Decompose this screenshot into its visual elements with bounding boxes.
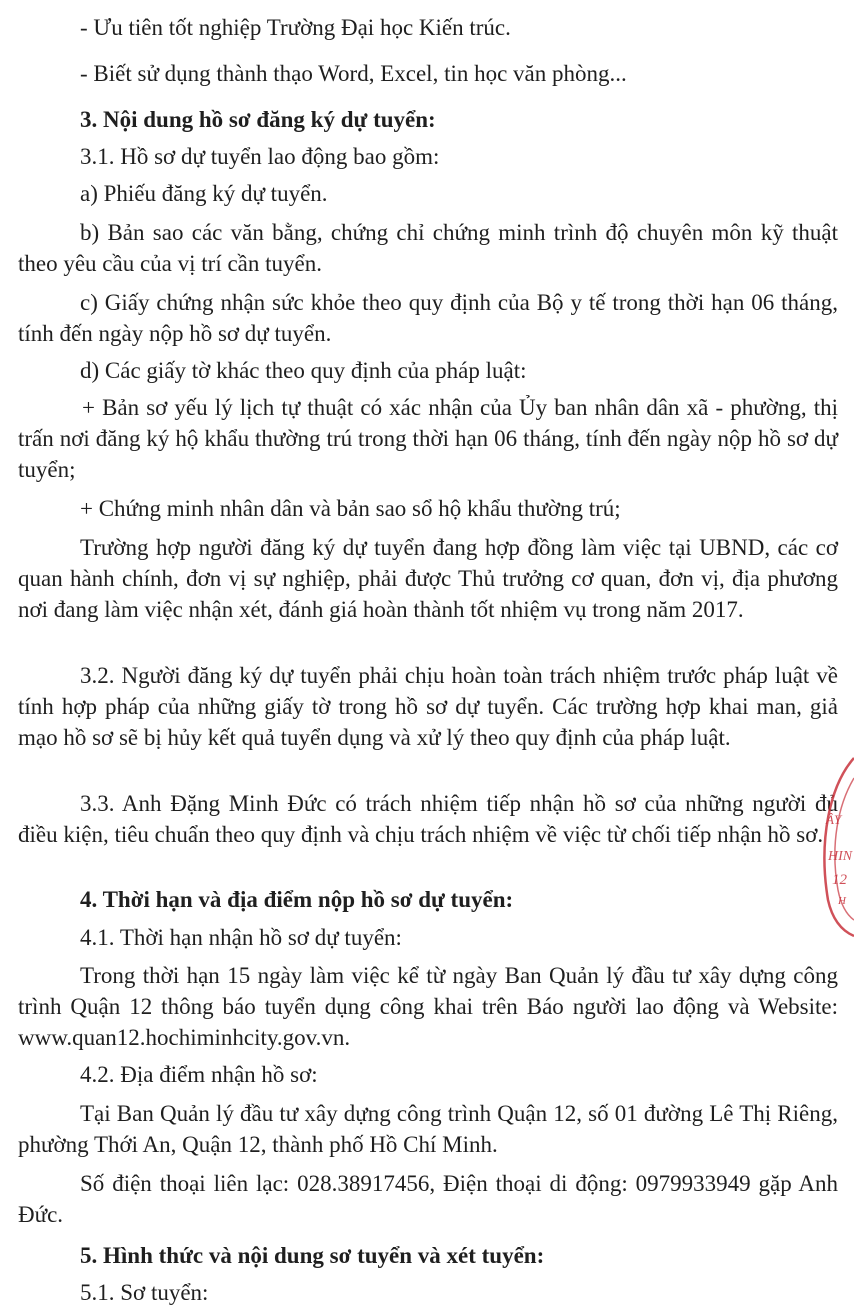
stamp-fragment-3: 12 [832,872,847,888]
stamp-fragment-4: H [838,895,846,907]
heading-section-3: 3. Nội dung hồ sơ đăng ký dự tuyển: [80,107,436,132]
stamp-fragment-2: HIN [828,849,853,864]
paragraph-3-1: 3.1. Hồ sơ dự tuyển lao động bao gồm: [80,144,440,169]
seal-stamp-graphic [808,750,854,940]
stamp-fragment-1: ÂY [826,812,842,827]
paragraph-3-1-d: d) Các giấy tờ khác theo quy định của pháp luật: [80,358,527,383]
paragraph-3-2: 3.2. Người đăng ký dự tuyển phải chịu hoàn toàn trách nhiệm trước pháp luật về tính hợp pháp của những giấy tờ trong hồ sơ dự tuyển. Các trường hợp khai man, giả mạo hồ sơ sẽ bị hủy kết quả tuyển dụng và xử lý theo quy định của pháp luật. [18,663,838,750]
paragraph-4-2-address: Tại Ban Quản lý đầu tư xây dựng công trình Quận 12, số 01 đường Lê Thị Riêng, phường Thới An, Quận 12, thành phố Hồ Chí Minh. [18,1101,838,1157]
paragraph-contact-phone: Số điện thoại liên lạc: 028.38917456, Điện thoại di động: 0979933949 gặp Anh Đức. [18,1171,838,1227]
paragraph-3-3: 3.3. Anh Đặng Minh Đức có trách nhiệm tiếp nhận hồ sơ của những người đủ điều kiện, tiêu chuẩn theo quy định và chịu trách nhiệm về việc từ chối tiếp nhận hồ sơ. [18,791,838,847]
heading-section-4: 4. Thời hạn và địa điểm nộp hồ sơ dự tuyển: [80,887,514,912]
paragraph-4-2: 4.2. Địa điểm nhận hồ sơ: [80,1062,318,1087]
seal-stamp-icon [808,750,854,940]
list-item-id-card: + Chứng minh nhân dân và bản sao sổ hộ khẩu thường trú; [80,496,621,521]
paragraph-priority-graduate: - Ưu tiên tốt nghiệp Trường Đại học Kiến trúc. [80,15,511,40]
paragraph-4-1: 4.1. Thời hạn nhận hồ sơ dự tuyển: [80,925,402,950]
paragraph-3-1-b: b) Bản sao các văn bằng, chứng chỉ chứng minh trình độ chuyên môn kỹ thuật theo yêu cầu của vị trí cần tuyển. [18,220,838,276]
paragraph-3-1-c: c) Giấy chứng nhận sức khỏe theo quy định của Bộ y tế trong thời hạn 06 tháng, tính đến ngày nộp hồ sơ dự tuyển. [18,290,838,346]
list-item-cv: + Bản sơ yếu lý lịch tự thuật có xác nhận của Ủy ban nhân dân xã - phường, thị trấn nơi đăng ký hộ khẩu thường trú trong thời hạn 06 tháng, tính đến ngày nộp hồ sơ dự tuyển; [18,395,838,482]
paragraph-office-skills: - Biết sử dụng thành thạo Word, Excel, tin học văn phòng... [80,61,627,86]
paragraph-3-1-a: a) Phiếu đăng ký dự tuyển. [80,181,328,206]
paragraph-ubnd-case: Trường hợp người đăng ký dự tuyển đang hợp đồng làm việc tại UBND, các cơ quan hành chính, đơn vị sự nghiệp, phải được Thủ trưởng cơ quan, đơn vị, địa phương nơi đang làm việc nhận xét, đánh giá hoàn thành tốt nhiệm vụ trong năm 2017. [18,535,838,622]
heading-section-5: 5. Hình thức và nội dung sơ tuyển và xét tuyển: [80,1243,545,1268]
paragraph-4-1-detail: Trong thời hạn 15 ngày làm việc kể từ ngày Ban Quản lý đầu tư xây dựng công trình Quận 12 thông báo tuyển dụng công khai trên Báo người lao động và Website: www.quan12.hochiminhcity.gov.vn. [18,963,838,1050]
paragraph-5-1: 5.1. Sơ tuyển: [80,1280,209,1305]
